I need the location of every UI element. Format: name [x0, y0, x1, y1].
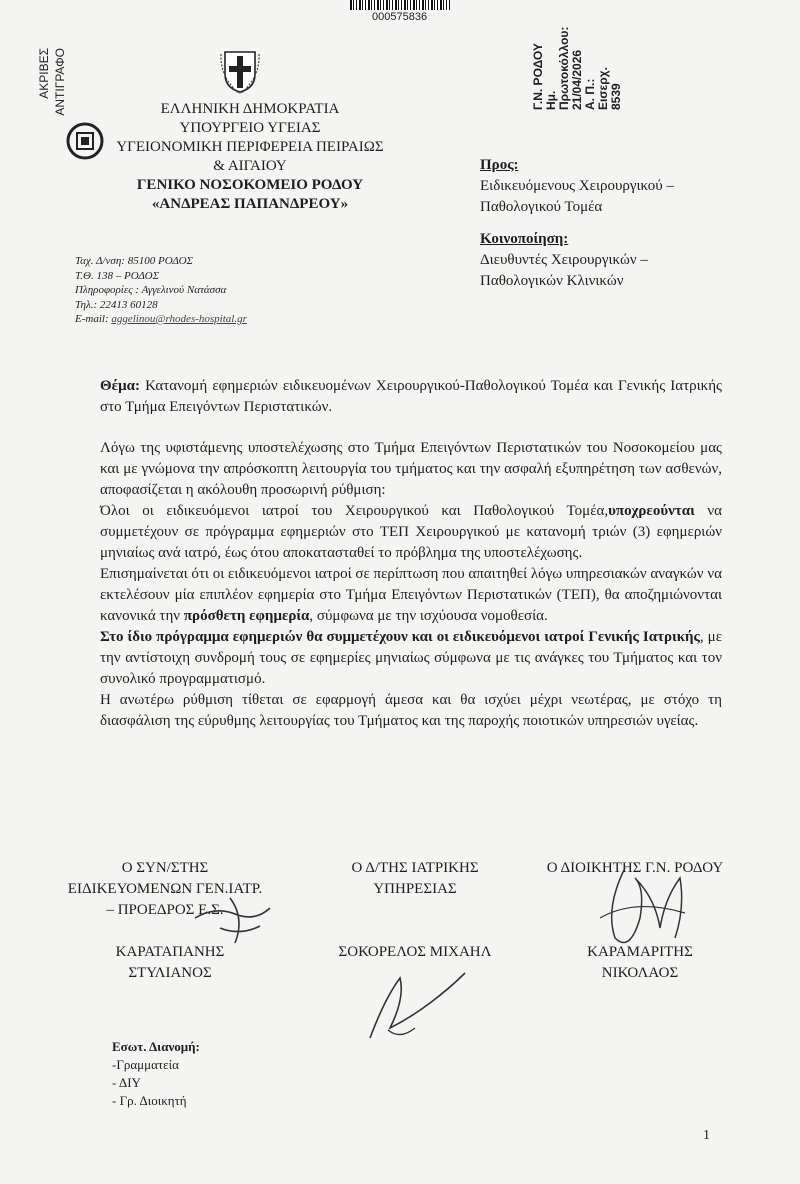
paragraph-1: Λόγω της υφιστάμενης υποστελέχωσης στο Τμήμα Επειγόντων Περιστατικών του Νοσοκομείου μας και με γνώμονα την απρόσκοπτη λειτουργία του τμήματος και την ασφαλή εξυπηρέτηση των ασθενών, αποφασίζεται η ακόλουθη προσωρινή ρύθμιση: — [100, 440, 722, 498]
registry-date-label: Ημ. — [544, 90, 558, 110]
barcode-number: 000575836 — [372, 11, 428, 23]
signature-right-name: ΚΑΡΑΜΑΡΙΤΗΣ ΝΙΚΟΛΑΟΣ — [587, 944, 693, 981]
cc-line-2: Παθολογικών Κλινικών — [480, 273, 624, 289]
contact-block — [75, 254, 247, 327]
to-line-2: Παθολογικού Τομέα — [480, 199, 603, 215]
po-box: Τ.Θ. 138 – ΡΟΔΟΣ — [75, 269, 160, 282]
health-region: ΥΓΕΙΟΝΟΜΙΚΗ ΠΕΡΙΦΕΡΕΙΑ ΠΕΙΡΑΙΩΣ — [116, 139, 384, 155]
paragraph-3: Επισημαίνεται ότι οι ειδικευόμενοι ιατροί σε περίπτωση που απαιτηθεί λόγω υπηρεσιακών αναγκών να εκτελέσουν μία επιπλέον εφημερία στο Τμήμα Επειγόντων Περιστατικών (ΤΕΠ), θα αποζημιώνονται κανονικά την πρόσθετη εφημερία, σύμφωνα με την ισχύουσα νομοθεσία. — [100, 566, 722, 624]
distribution-label: Εσωτ. Διανομή: — [112, 1039, 200, 1054]
paragraph-5: Η ανωτέρω ρύθμιση τίθεται σε εφαρμογή άμεσα και θα ισχύει μέχρι νεωτέρας, με στόχο τη διασφάλιση της εύρυθμης λειτουργίας του Τμήματος και της παροχής ποιοτικών υπηρεσιών υγείας. — [100, 692, 722, 729]
hospital-name: «ΑΝΔΡΕΑΣ ΠΑΠΑΝΔΡΕΟΥ» — [151, 196, 349, 212]
paragraph-4: Στο ίδιο πρόγραμμα εφημεριών θα συμμετέχουν και οι ειδικευόμενοι ιατροί Γενικής Ιατρικής, με την αντίστοιχη συνδρομή τους σε εφημερίες μηνιαίως σύμφωνα με τις ανάγκες του Τμήματος και τον συνολικό προγραμματισμό. — [100, 629, 723, 687]
recipients-cc — [480, 229, 648, 292]
signature-middle-name: ΣΟΚΟΡΕΛΟΣ ΜΙΧΑΗΛ — [338, 944, 492, 960]
cc-label: Κοινοποίηση: — [480, 231, 569, 247]
ministry: ΥΠΟΥΡΓΕΙΟ ΥΓΕΙΑΣ — [179, 120, 321, 136]
page-number: 1 — [703, 1128, 710, 1143]
registry-date: 21/04/2026 — [570, 49, 584, 110]
recipients-to — [480, 155, 674, 218]
true-copy-stamp — [37, 48, 228, 116]
email-label: E-mail: — [75, 313, 109, 325]
distribution-item: - ΔΙΥ — [112, 1075, 141, 1090]
paragraph-2: Όλοι οι ειδικευόμενοι ιατροί του Χειρουργικού και Παθολογικού Τομέα,υποχρεούνται να συμμετέχουν σε πρόγραμμα εφημεριών στο ΤΕΠ Χειρουργικού με κατανομή τριών (3) εφημεριών μηνιαίως ανά ιατρό, έως ότου αποκατασταθεί το πρόβλημα της υποστελέχωσης. — [100, 503, 722, 561]
stamp-word-2: ΑΝΤΙΓΡΑΦΟ — [53, 48, 67, 116]
registry-number: 8539 — [609, 83, 623, 110]
to-label: Προς: — [480, 157, 519, 173]
emphasis-extra-shift: πρόσθετη εφημερία — [183, 608, 310, 624]
emphasis-obliged: υποχρεούνται — [608, 503, 695, 519]
registry-incoming-label: Εισερχ. — [596, 67, 610, 110]
subject-text: Κατανομή εφημεριών ειδικευομένων Χειρουργικού-Παθολογικού Τομέα και Γενικής Ιατρικής στο Τμήμα Επειγόντων Περιστατικών. — [100, 378, 722, 415]
letterhead — [80, 100, 420, 214]
internal-distribution — [112, 1038, 200, 1110]
address: Ταχ. Δ/νση: 85100 ΡΟΔΟΣ — [75, 255, 194, 267]
info-person: Πληροφορίες : Αγγελινού Νατάσσα — [75, 284, 227, 296]
registry-ap-label: Α. Π.: — [583, 78, 597, 110]
hospital-title: ΓΕΝΙΚΟ ΝΟΣΟΚΟΜΕΙΟ ΡΟΔΟΥ — [136, 177, 364, 193]
republic: ΕΛΛΗΝΙΚΗ ΔΗΜΟΚΡΑΤΙΑ — [160, 101, 340, 117]
signature-scribble-middle-icon — [360, 958, 470, 1048]
greek-coat-of-arms-icon — [219, 48, 261, 94]
to-line-1: Ειδικευόμενους Χειρουργικού – — [480, 178, 674, 194]
emphasis-general-medicine: Στο ίδιο πρόγραμμα εφημεριών θα συμμετέχουν και οι ειδικευόμενοι ιατροί Γενικής Ιατρικής — [100, 629, 700, 645]
subject — [100, 376, 722, 418]
signature-left-title: Ο ΣΥΝ/ΣΤΗΣ ΕΙΔΙΚΕΥΟΜΕΝΩΝ ΓΕΝ.ΙΑΤΡ. – ΠΡΟΕΔΡΟΣ Ε.Σ. — [67, 860, 263, 918]
registry-protocol-label: Πρωτοκόλλου: — [557, 26, 571, 110]
signature-left-name: ΚΑΡΑΤΑΠΑΝΗΣ ΣΤΥΛΙΑΝΟΣ — [115, 944, 225, 981]
email-link[interactable]: aggelinou@rhodes-hospital.gr — [111, 313, 247, 325]
signature-middle-title: Ο Δ/ΤΗΣ ΙΑΤΡΙΚΗΣ ΥΠΗΡΕΣΙΑΣ — [351, 860, 479, 897]
email-line — [75, 312, 247, 327]
phone: Τηλ.: 22413 60128 — [75, 298, 158, 311]
stamp-word-1: ΑΚΡΙΒΕΣ — [37, 48, 51, 99]
signature-scribble-left-icon — [190, 888, 280, 958]
signature-scribble-right-icon — [585, 858, 695, 958]
barcode — [350, 0, 450, 10]
distribution-item: -Γραμματεία — [112, 1057, 179, 1072]
subject-label: Θέμα: — [100, 378, 140, 394]
health-region-2: & ΑΙΓΑΙΟΥ — [213, 158, 287, 174]
registry-hospital: Γ.Ν. ΡΟΔΟΥ — [531, 43, 545, 110]
signature-right-title: Ο ΔΙΟΙΚΗΤΗΣ Γ.Ν. ΡΟΔΟΥ — [546, 860, 724, 876]
cc-line-1: Διευθυντές Χειρουργικών – — [480, 252, 648, 268]
distribution-item: - Γρ. Διοικητή — [112, 1093, 187, 1108]
registry-stamp — [532, 27, 623, 110]
letter-body — [100, 376, 722, 732]
